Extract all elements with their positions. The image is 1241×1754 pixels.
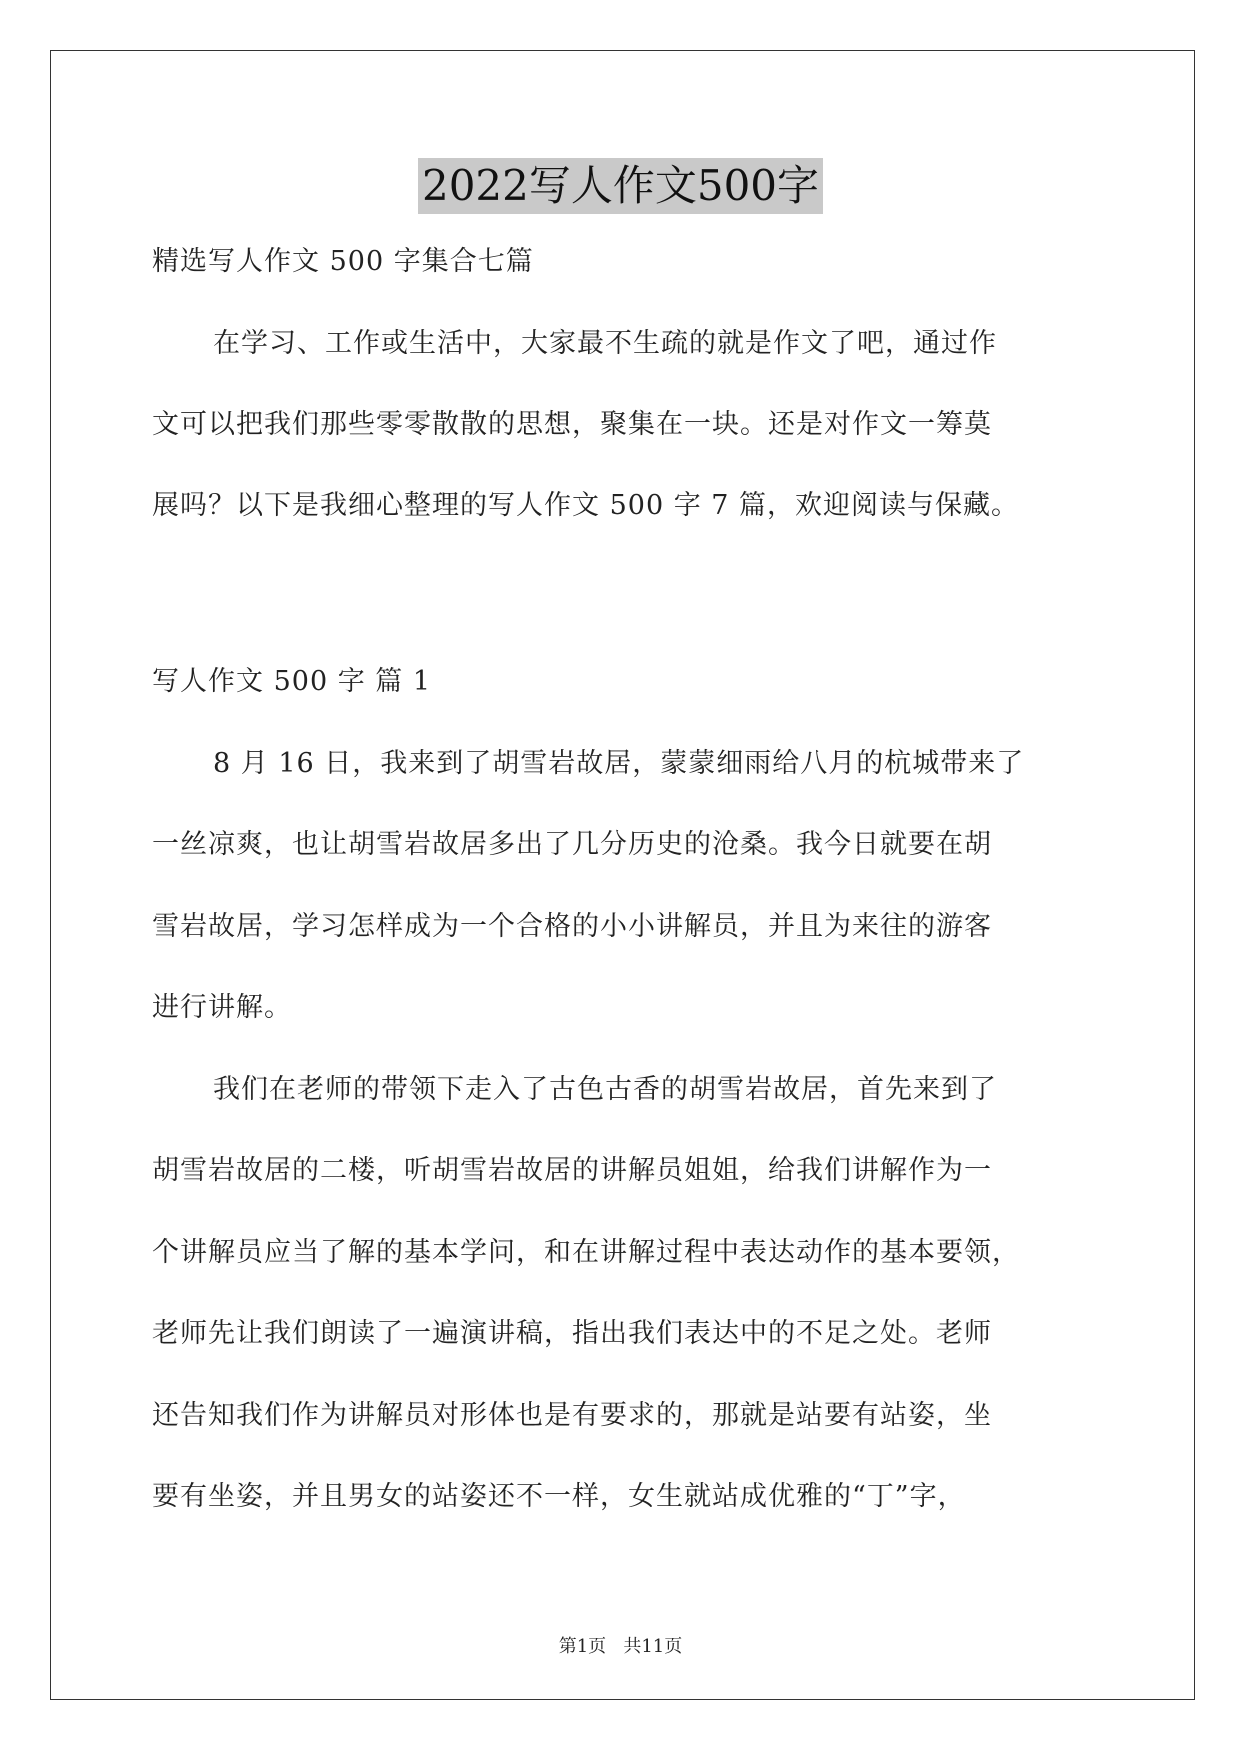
paragraph-line: 要有坐姿，并且男女的站姿还不一样，女生就站成优雅的“丁”字， [152,1481,966,1512]
paragraph-line: 还告知我们作为讲解员对形体也是有要求的，那就是站要有站姿，坐 [152,1400,992,1431]
paragraph-line: 胡雪岩故居的二楼，听胡雪岩故居的讲解员姐姐，给我们讲解作为一 [152,1155,992,1186]
paragraph-line: 一丝凉爽，也让胡雪岩故居多出了几分历史的沧桑。我今日就要在胡 [152,829,992,860]
page-border [50,50,1195,1700]
paragraph-line: 我们在老师的带领下走入了古色古香的胡雪岩故居，首先来到了 [213,1074,997,1105]
paragraph-line: 雪岩故居，学习怎样成为一个合格的小小讲解员，并且为来往的游客 [152,911,992,942]
section-heading: 写人作文 500 字 篇 1 [152,666,432,697]
page-footer: 第1页 共11页 [558,1636,683,1657]
paragraph-line: 进行讲解。 [152,992,292,1023]
paragraph-line: 8 月 16 日，我来到了胡雪岩故居，蒙蒙细雨给八月的杭城带来了 [213,748,1025,779]
document-title: 2022写人作文500字 [418,158,823,214]
paragraph-line: 展吗？以下是我细心整理的写人作文 500 字 7 篇，欢迎阅读与保藏。 [152,490,1020,521]
paragraph-line: 文可以把我们那些零零散散的思想，聚集在一块。还是对作文一筹莫 [152,409,992,440]
subtitle-line: 精选写人作文 500 字集合七篇 [152,246,534,277]
paragraph-line: 在学习、工作或生活中，大家最不生疏的就是作文了吧，通过作 [213,328,997,359]
paragraph-line: 老师先让我们朗读了一遍演讲稿，指出我们表达中的不足之处。老师 [152,1318,992,1349]
title-wrap [0,158,1241,214]
paragraph-line: 个讲解员应当了解的基本学问，和在讲解过程中表达动作的基本要领， [152,1237,1020,1268]
